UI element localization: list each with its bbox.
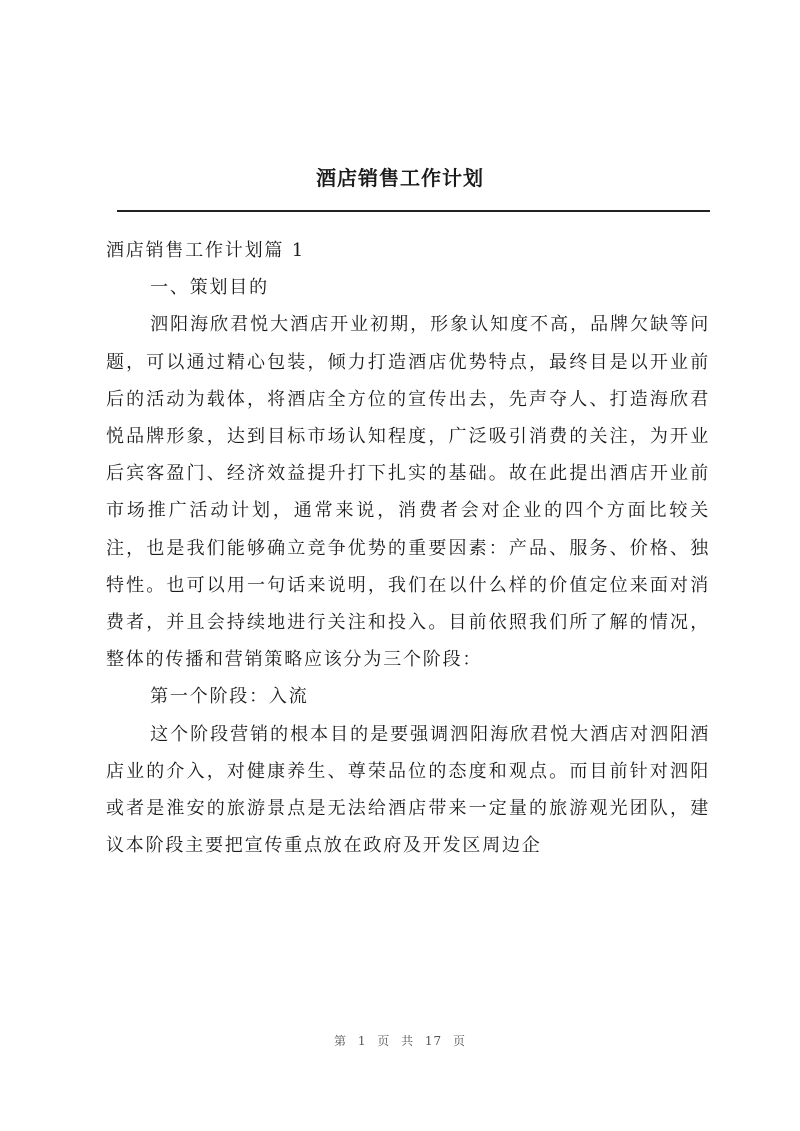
paragraph-stage-one: 这个阶段营销的根本目的是要强调泗阳海欣君悦大酒店对泗阳酒店业的介入，对健康养生、尊荣品位的态度和观点。而目前针对泗阳或者是淮安的旅游景点是无法给酒店带来一定量的旅游观光团队，建议本阶段主要把宣传重点放在政府及开发区周边企 [106,723,710,857]
title-divider [117,210,710,212]
paragraph-purpose: 泗阳海欣君悦大酒店开业初期，形象认知度不高，品牌欠缺等问题，可以通过精心包装，倾力打造酒店优势特点，最终目是以开业前后的活动为载体，将酒店全方位的宣传出去，先声夺人、打造海欣君悦品牌形象，达到目标市场认知程度，广泛吸引消费的关注，为开业后宾客盈门、经济效益提升打下扎实的基础。故在此提出酒店开业前市场推广活动计划，通常来说，消费者会对企业的四个方面比较关注，也是我们能够确立竞争优势的重要因素：产品、服务、价格、独特性。也可以用一句话来说明，我们在以什么样的价值定位来面对消费者，并且会持续地进行关注和投入。目前依照我们所了解的情况，整体的传播和营销策略应该分为三个阶段： [106,314,710,671]
subheading-purpose: 一、策划目的 [150,277,269,299]
document-body [106,232,710,864]
section-heading: 酒店销售工作计划篇 1 [106,240,305,261]
page-title: 酒店销售工作计划 [316,166,484,190]
subheading-stage-one: 第一个阶段：入流 [150,686,309,708]
page-number-footer: 第 1 页 共 17 页 [334,1034,466,1048]
